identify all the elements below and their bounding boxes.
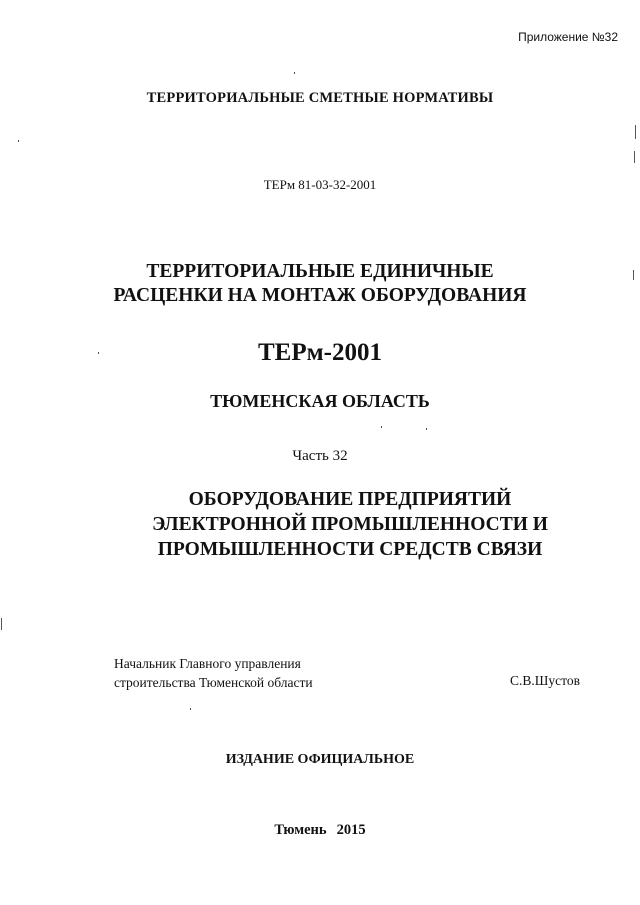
main-title — [0, 260, 640, 308]
signer-position-line-1: Начальник Главного управления — [114, 656, 301, 671]
scan-edge-mark — [634, 151, 635, 163]
scan-edge-mark — [635, 125, 636, 139]
scan-speck — [294, 72, 295, 74]
scan-edge-mark — [633, 270, 634, 280]
region-name: ТЮМЕНСКАЯ ОБЛАСТЬ — [210, 391, 430, 411]
place: Тюмень — [274, 822, 327, 838]
document-code: ТЕРм 81-03-32-2001 — [263, 177, 377, 192]
part-title-line-3: ПРОМЫШЛЕННОСТИ СРЕДСТВ СВЯЗИ — [157, 539, 543, 560]
signer-position — [114, 654, 313, 692]
signer-position-line-2: строительства Тюменской области — [114, 675, 313, 690]
scan-speck — [98, 352, 99, 354]
scan-speck — [381, 426, 382, 428]
appendix-label: Приложение №32 — [518, 30, 618, 44]
place-year — [0, 822, 640, 839]
scan-speck — [190, 708, 191, 710]
scan-speck — [18, 140, 19, 142]
main-title-line-2: РАСЦЕНКИ НА МОНТАЖ ОБОРУДОВАНИЯ — [113, 285, 527, 306]
part-title — [30, 487, 640, 562]
part-label: Часть 32 — [292, 448, 348, 464]
scan-edge-mark — [1, 618, 2, 630]
part-title-line-2: ЭЛЕКТРОННОЙ ПРОМЫШЛЕННОСТИ И — [152, 514, 548, 535]
short-title: ТЕРм-2001 — [258, 339, 382, 366]
main-title-line-1: ТЕРРИТОРИАЛЬНЫЕ ЕДИНИЧНЫЕ — [146, 261, 494, 282]
part-title-line-1: ОБОРУДОВАНИЕ ПРЕДПРИЯТИЙ — [188, 489, 512, 510]
year: 2015 — [336, 822, 366, 838]
edition-label: ИЗДАНИЕ ОФИЦИАЛЬНОЕ — [225, 752, 415, 767]
series-title: ТЕРРИТОРИАЛЬНЫЕ СМЕТНЫЕ НОРМАТИВЫ — [146, 90, 494, 106]
signer-name: С.В.Шустов — [510, 673, 580, 688]
scan-speck — [426, 428, 427, 430]
